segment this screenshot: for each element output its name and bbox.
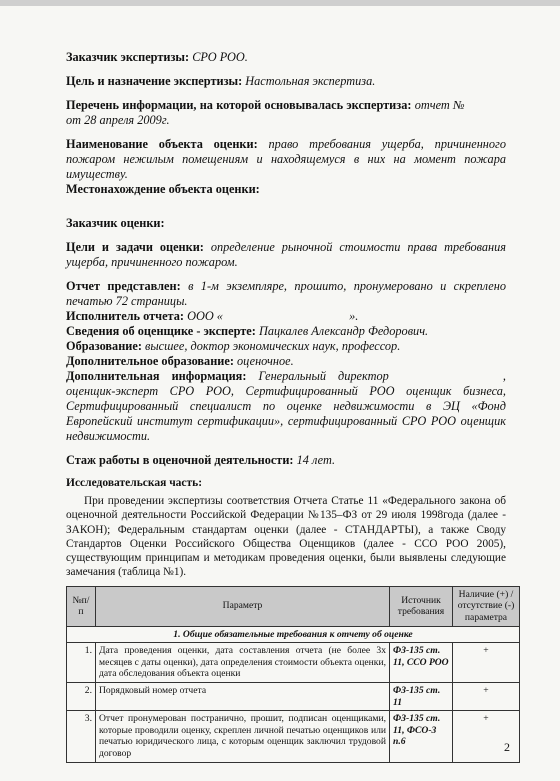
- field-label: Местонахождение объекта оценки:: [66, 182, 260, 196]
- field-label: Сведения об оценщике - эксперте:: [66, 324, 256, 338]
- field-customer: [66, 50, 506, 65]
- row-parameter: Дата проведения оценки, дата составления отчета (не более 3х месяцев с даты оценки), дата определения стоимости объекта оценки, дата обследования объекта оценки: [96, 643, 390, 683]
- field-value: СРО РОО.: [192, 50, 248, 64]
- row-mark: +: [453, 711, 520, 762]
- field-value: ».: [349, 309, 359, 323]
- field-label: Исполнитель отчета:: [66, 309, 184, 323]
- field-value: право требования ущерба, причиненного пожаром нежилым помещениям и находящемуся в них на момент пожара имуществу.: [66, 137, 506, 181]
- field-value: отчет №: [414, 98, 465, 112]
- field-appraiser-info: [66, 324, 506, 339]
- table-header-row: [67, 586, 520, 626]
- field-label: Дополнительная информация:: [66, 369, 247, 383]
- field-value: 14 лет.: [296, 453, 336, 467]
- row-number: 1.: [67, 643, 96, 683]
- row-mark: +: [453, 682, 520, 710]
- column-header: Наличие (+) /отсутствие (-) параметра: [453, 586, 520, 626]
- document-body: [66, 50, 515, 763]
- field-value: в 1-м экземпляре, прошито, пронумеровано и скреплено печатью 72 страницы.: [66, 279, 506, 308]
- field-value: ООО «: [187, 309, 223, 323]
- table-row: [67, 711, 520, 762]
- field-object-name: [66, 137, 506, 182]
- field-value: Генеральный директор: [258, 369, 389, 383]
- table-row: [67, 643, 520, 683]
- field-label: Цель и назначение экспертизы:: [66, 74, 243, 88]
- field-additional-info: [66, 369, 506, 444]
- requirements-table: [66, 586, 520, 763]
- field-label: Отчет представлен:: [66, 279, 181, 293]
- field-value: Настольная экспертиза.: [245, 74, 376, 88]
- field-label: Заказчик оценки:: [66, 216, 165, 230]
- field-label: Наименование объекта оценки:: [66, 137, 258, 151]
- column-header: Параметр: [96, 586, 390, 626]
- row-source: ФЗ-135 ст. 11, ССО РОО: [390, 643, 453, 683]
- field-value: высшее, доктор экономических наук, профессор.: [145, 339, 401, 353]
- field-education: [66, 339, 506, 354]
- field-report-executor: [66, 309, 506, 324]
- table-row: [67, 682, 520, 710]
- field-purpose: [66, 74, 506, 89]
- research-text: При проведении экспертизы соответствия Отчета Статье 11 «Федерального закона об оценочной деятельности Российской Федерации №135–ФЗ от 29 июля 1998года (далее - ЗАКОН); Федеральным стандартам оценки (далее - СТАНДАРТЫ), а также Своду Стандартов Оценки Российского Общества Оценщиков (далее - ССО РОО 2005), существующим принципам и методикам проведения оценки, были выявлены следующие замечания (таблица №1).: [66, 495, 506, 579]
- field-value: , оценщик-эксперт СРО РОО, Сертифицированный РОО оценщик бизнеса, Сертифицированный специалист по оценке недвижимости в ЭЦ «Фонд Европейский институт сертификации», сертифицированный СРО РОО оценщик недвижимости.: [66, 369, 506, 443]
- research-heading: Исследовательская часть:: [66, 477, 203, 489]
- field-value: от 28 апреля 2009г.: [66, 113, 170, 127]
- field-label: Дополнительное образование:: [66, 354, 234, 368]
- field-valuation-customer: [66, 216, 506, 231]
- page-number: 2: [504, 740, 510, 754]
- row-source: ФЗ-135 ст. 11: [390, 682, 453, 710]
- field-report-presented: [66, 279, 506, 309]
- field-value: оценочное.: [237, 354, 294, 368]
- row-source: ФЗ-135 ст. 11, ФСО-3 п.6: [390, 711, 453, 762]
- table-group-row: [67, 626, 520, 643]
- field-object-location: [66, 182, 506, 197]
- column-header: Источник требования: [390, 586, 453, 626]
- field-valuation-goals: [66, 240, 506, 270]
- row-number: 2.: [67, 682, 96, 710]
- column-header: №п/п: [67, 586, 96, 626]
- redacted-area: [226, 309, 346, 320]
- field-label: Стаж работы в оценочной деятельности:: [66, 453, 294, 467]
- field-label: Образование:: [66, 339, 142, 353]
- row-mark: +: [453, 643, 520, 683]
- redacted-area: [401, 369, 491, 380]
- row-parameter: Порядковый номер отчета: [96, 682, 390, 710]
- group-title: 1. Общие обязательные требования к отчету об оценке: [67, 626, 520, 643]
- row-parameter: Отчет пронумерован постранично, прошит, подписан оценщиками, которые проводили оценку, скреплен личной печатью оценщиков или печатью юридического лица, с которым оценщик заключил трудовой договор: [96, 711, 390, 762]
- field-experience: [66, 453, 506, 468]
- field-additional-education: [66, 354, 506, 369]
- field-info-list: [66, 98, 506, 128]
- redacted-area: [468, 98, 506, 109]
- scan-edge: [0, 0, 560, 6]
- row-number: 3.: [67, 711, 96, 762]
- field-value: определение рыночной стоимости права требования ущерба, причиненного пожаром.: [66, 240, 507, 269]
- field-label: Заказчик экспертизы:: [66, 50, 190, 64]
- field-label: Перечень информации, на которой основывалась экспертиза:: [66, 98, 412, 112]
- field-label: Цели и задачи оценки:: [66, 240, 204, 254]
- field-value: Пацкалев Александр Федорович.: [258, 324, 429, 338]
